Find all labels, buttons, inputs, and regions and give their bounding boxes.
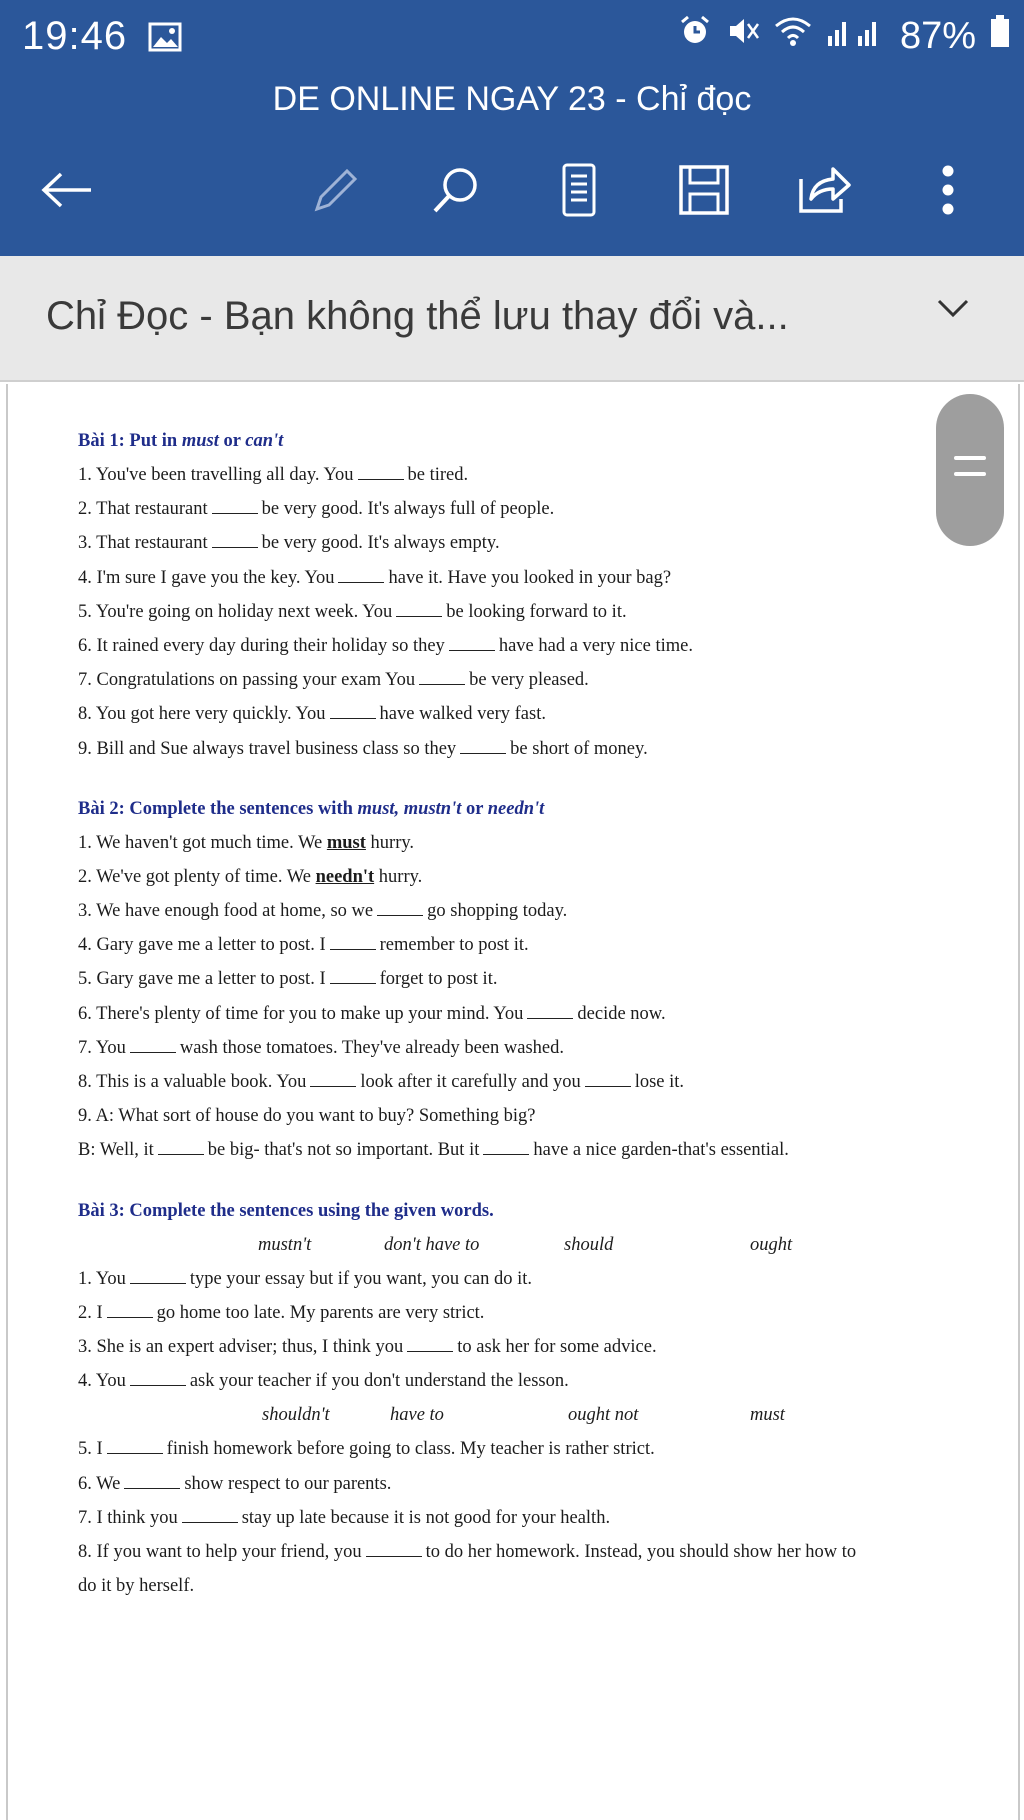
exercise-2-heading: Bài 2: Complete the sentences with must, mustn't or needn't bbox=[78, 798, 545, 819]
word-bank-item: should bbox=[564, 1234, 614, 1255]
toolbar bbox=[0, 150, 1024, 230]
share-button[interactable] bbox=[794, 150, 854, 230]
list-item: 9. A: What sort of house do you want to buy? Something big? bbox=[78, 1106, 536, 1127]
more-vertical-icon bbox=[941, 164, 955, 216]
alarm-icon bbox=[678, 14, 712, 58]
chevron-down-icon[interactable] bbox=[936, 296, 970, 325]
list-item: 1. You've been travelling all day. You be tired. bbox=[78, 458, 978, 492]
save-button[interactable] bbox=[674, 150, 734, 230]
list-item: 6. We show respect to our parents. bbox=[78, 1467, 978, 1501]
list-item: 8. If you want to help your friend, you to do her homework. Instead, you should show her how to bbox=[78, 1535, 978, 1569]
list-item: 3. She is an expert adviser; thus, I think you to ask her for some advice. bbox=[78, 1330, 978, 1364]
mute-icon bbox=[726, 14, 760, 58]
status-time: 19:46 bbox=[22, 14, 128, 58]
list-item: 7. Congratulations on passing your exam You be very pleased. bbox=[78, 663, 978, 697]
list-item: 4. You ask your teacher if you don't understand the lesson. bbox=[78, 1364, 978, 1398]
signal-icon bbox=[826, 14, 886, 58]
word-bank-item: have to bbox=[390, 1405, 444, 1426]
battery-icon bbox=[990, 14, 1010, 58]
gallery-icon bbox=[148, 22, 182, 57]
list-item: B: Well, it be big- that's not so important. But it have a nice garden-that's essential. bbox=[78, 1133, 978, 1167]
list-item: 1. You type your essay but if you want, you can do it. bbox=[78, 1262, 978, 1296]
list-item: 2. We've got plenty of time. We needn't hurry. bbox=[78, 866, 423, 887]
word-bank-item: must bbox=[750, 1405, 785, 1426]
document-page[interactable] bbox=[6, 384, 1020, 1820]
list-item: 5. You're going on holiday next week. You be looking forward to it. bbox=[78, 595, 978, 629]
app-bar bbox=[0, 0, 1024, 256]
list-item: 2. I go home too late. My parents are very strict. bbox=[78, 1296, 978, 1330]
scroll-handle[interactable] bbox=[936, 394, 1004, 546]
status-bar bbox=[0, 0, 1024, 76]
pencil-icon bbox=[309, 163, 363, 217]
more-options-button[interactable] bbox=[928, 150, 968, 230]
word-bank-item: shouldn't bbox=[262, 1405, 330, 1426]
exercise-3-heading: Bài 3: Complete the sentences using the given words. bbox=[78, 1200, 494, 1221]
list-item: 4. I'm sure I gave you the key. You have it. Have you looked in your bag? bbox=[78, 561, 978, 595]
reading-view-button[interactable] bbox=[554, 150, 604, 230]
list-item: 3. That restaurant be very good. It's always empty. bbox=[78, 526, 978, 560]
wifi-icon bbox=[774, 14, 812, 58]
word-bank-item: ought bbox=[750, 1234, 793, 1255]
battery-percent: 87% bbox=[899, 14, 976, 57]
list-item: 9. Bill and Sue always travel business class so they be short of money. bbox=[78, 732, 978, 766]
list-item: 4. Gary gave me a letter to post. I remember to post it. bbox=[78, 928, 978, 962]
list-item: 1. We haven't got much time. We must hurry. bbox=[78, 832, 415, 853]
read-only-banner[interactable] bbox=[0, 256, 1024, 382]
list-item: 8. This is a valuable book. You look after it carefully and you lose it. bbox=[78, 1065, 978, 1099]
document-title: DE ONLINE NGAY 23 - Chỉ đọc bbox=[272, 80, 752, 118]
save-icon bbox=[678, 164, 730, 216]
share-icon bbox=[797, 165, 851, 215]
list-item: 7. I think you stay up late because it is not good for your health. bbox=[78, 1501, 978, 1535]
search-button[interactable] bbox=[426, 150, 486, 230]
document-content bbox=[78, 424, 978, 1603]
word-bank-item: ought not bbox=[568, 1405, 639, 1426]
list-item: 2. That restaurant be very good. It's always full of people. bbox=[78, 492, 978, 526]
read-only-message: Chỉ Đọc - Bạn không thể lưu thay đổi và... bbox=[46, 294, 789, 338]
word-bank-2 bbox=[78, 1398, 978, 1432]
edit-button[interactable] bbox=[306, 150, 366, 230]
arrow-left-icon bbox=[39, 170, 93, 210]
word-bank-1 bbox=[78, 1228, 978, 1262]
search-icon bbox=[429, 163, 483, 217]
list-item: 6. It rained every day during their holiday so they have had a very nice time. bbox=[78, 629, 978, 663]
list-item: 5. Gary gave me a letter to post. I forget to post it. bbox=[78, 962, 978, 996]
exercise-1-heading: Bài 1: Put in must or can't bbox=[78, 431, 284, 451]
list-item: 5. I finish homework before going to class. My teacher is rather strict. bbox=[78, 1432, 978, 1466]
back-button[interactable] bbox=[34, 150, 98, 230]
list-item: do it by herself. bbox=[78, 1576, 195, 1597]
list-item: 8. You got here very quickly. You have walked very fast. bbox=[78, 697, 978, 731]
mobile-view-icon bbox=[561, 162, 597, 218]
word-bank-item: mustn't bbox=[258, 1234, 312, 1255]
list-item: 6. There's plenty of time for you to make up your mind. You decide now. bbox=[78, 997, 978, 1031]
list-item: 3. We have enough food at home, so we go shopping today. bbox=[78, 894, 978, 928]
list-item: 7. You wash those tomatoes. They've already been washed. bbox=[78, 1031, 978, 1065]
exercise-1-list bbox=[78, 458, 978, 766]
word-bank-item: don't have to bbox=[384, 1234, 480, 1255]
